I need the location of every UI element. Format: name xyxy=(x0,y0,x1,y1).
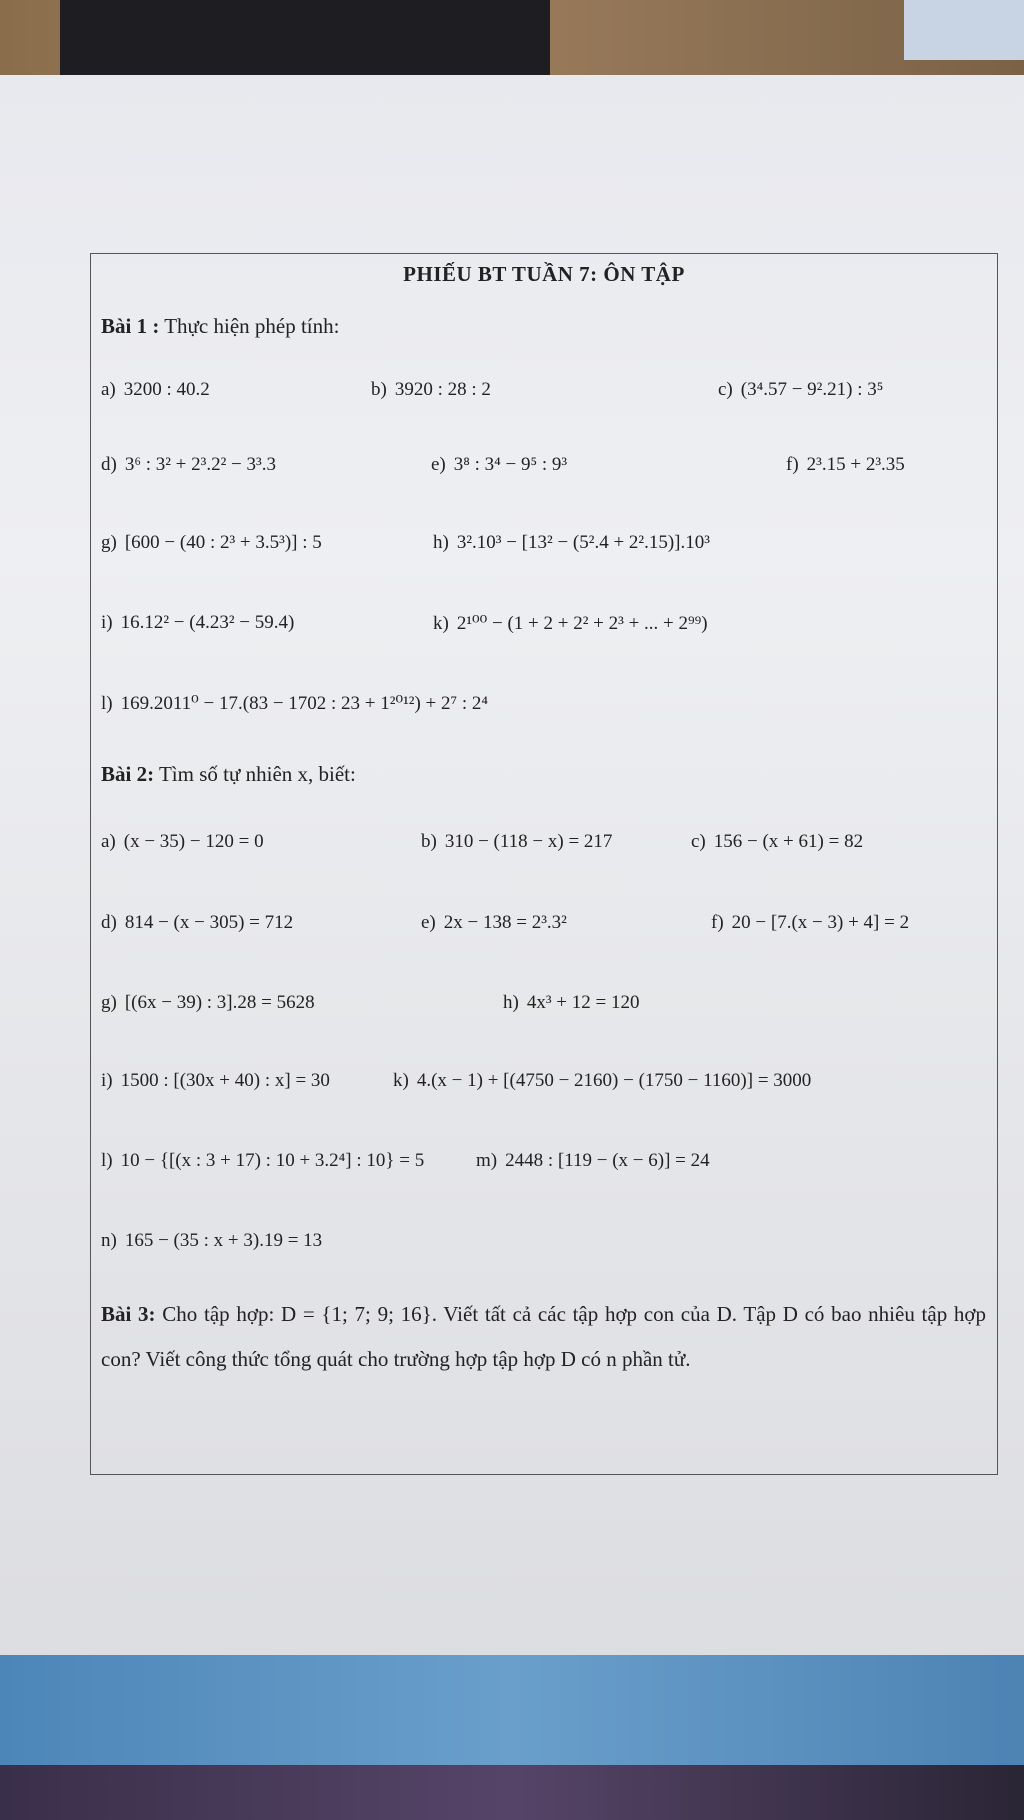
exercise-1-instruction: Thực hiện phép tính: xyxy=(164,314,340,338)
exercise-1-item-g: g) [600 − (40 : 2³ + 3.5³)] : 5 xyxy=(101,532,322,553)
exercise-1-item-f: f) 2³.15 + 2³.35 xyxy=(786,454,905,475)
exercise-2-item-e: e) 2x − 138 = 2³.3² xyxy=(421,912,567,933)
exercise-2-item-l: l) 10 − {[(x : 3 + 17) : 10 + 3.2⁴] : 10} = 5 xyxy=(101,1150,425,1171)
exercise-1-item-b: b) 3920 : 28 : 2 xyxy=(371,379,491,400)
exercise-2-item-d: d) 814 − (x − 305) = 712 xyxy=(101,912,294,933)
exercise-2-item-f: f) 20 − [7.(x − 3) + 4] = 2 xyxy=(711,912,910,933)
exercise-1-item-e: e) 3⁸ : 3⁴ − 9⁵ : 9³ xyxy=(431,454,568,475)
exercise-1-item-h: h) 3².10³ − [13² − (5².4 + 2².15)].10³ xyxy=(433,532,710,553)
exercise-1-heading xyxy=(101,314,339,339)
exercise-3-label: Bài 3: xyxy=(101,1302,156,1326)
exercise-3-text: Cho tập hợp: D = {1; 7; 9; 16}. Viết tất cả các tập hợp con của D. Tập D có bao nhiêu tập hợp con? Viết công thức tổng quát cho trường hợp tập hợp D có n phần tử. xyxy=(101,1302,987,1371)
exercise-2-item-h: h) 4x³ + 12 = 120 xyxy=(503,992,640,1013)
exercise-2-item-n: n) 165 − (35 : x + 3).19 = 13 xyxy=(101,1230,323,1251)
exercise-1-item-l: l) 169.2011⁰ − 17.(83 − 1702 : 23 + 1²⁰¹²) + 2⁷ : 2⁴ xyxy=(101,693,489,714)
exercise-2-instruction: Tìm số tự nhiên x, biết: xyxy=(158,762,356,786)
exercise-1-item-a: a) 3200 : 40.2 xyxy=(101,379,210,400)
exercise-1-label: Bài 1 : xyxy=(101,314,160,338)
exercise-2-item-a: a) (x − 35) − 120 = 0 xyxy=(101,831,264,852)
exercise-1-item-i: i) 16.12² − (4.23² − 59.4) xyxy=(101,612,295,633)
exercise-2-label: Bài 2: xyxy=(101,762,155,786)
exercise-2-item-b: b) 310 − (118 − x) = 217 xyxy=(421,831,613,852)
exercise-2-item-g: g) [(6x − 39) : 3].28 = 5628 xyxy=(101,992,315,1013)
exercise-3-paragraph xyxy=(101,1292,986,1382)
exercise-2-item-k: k) 4.(x − 1) + [(4750 − 2160) − (1750 − 1160)] = 3000 xyxy=(393,1070,812,1091)
exercise-1-item-d: d) 3⁶ : 3² + 2³.2² − 3³.3 xyxy=(101,454,276,475)
worksheet-title: PHIẾU BT TUẦN 7: ÔN TẬP xyxy=(403,262,685,286)
exercise-2-heading xyxy=(101,762,356,787)
worksheet-frame xyxy=(90,253,998,1475)
exercise-1-item-k: k) 2¹⁰⁰ − (1 + 2 + 2² + 2³ + ... + 2⁹⁹) xyxy=(433,613,708,634)
exercise-1-item-c: c) (3⁴.57 − 9².21) : 3⁵ xyxy=(718,379,884,400)
blue-notebook-cover xyxy=(0,1655,1024,1775)
cloth-background xyxy=(904,0,1024,60)
exercise-2-item-i: i) 1500 : [(30x + 40) : x] = 30 xyxy=(101,1070,330,1091)
exercise-2-item-c: c) 156 − (x + 61) = 82 xyxy=(691,831,864,852)
dark-notebook-edge xyxy=(0,1765,1024,1820)
exercise-2-item-m: m) 2448 : [119 − (x − 6)] = 24 xyxy=(476,1150,710,1171)
